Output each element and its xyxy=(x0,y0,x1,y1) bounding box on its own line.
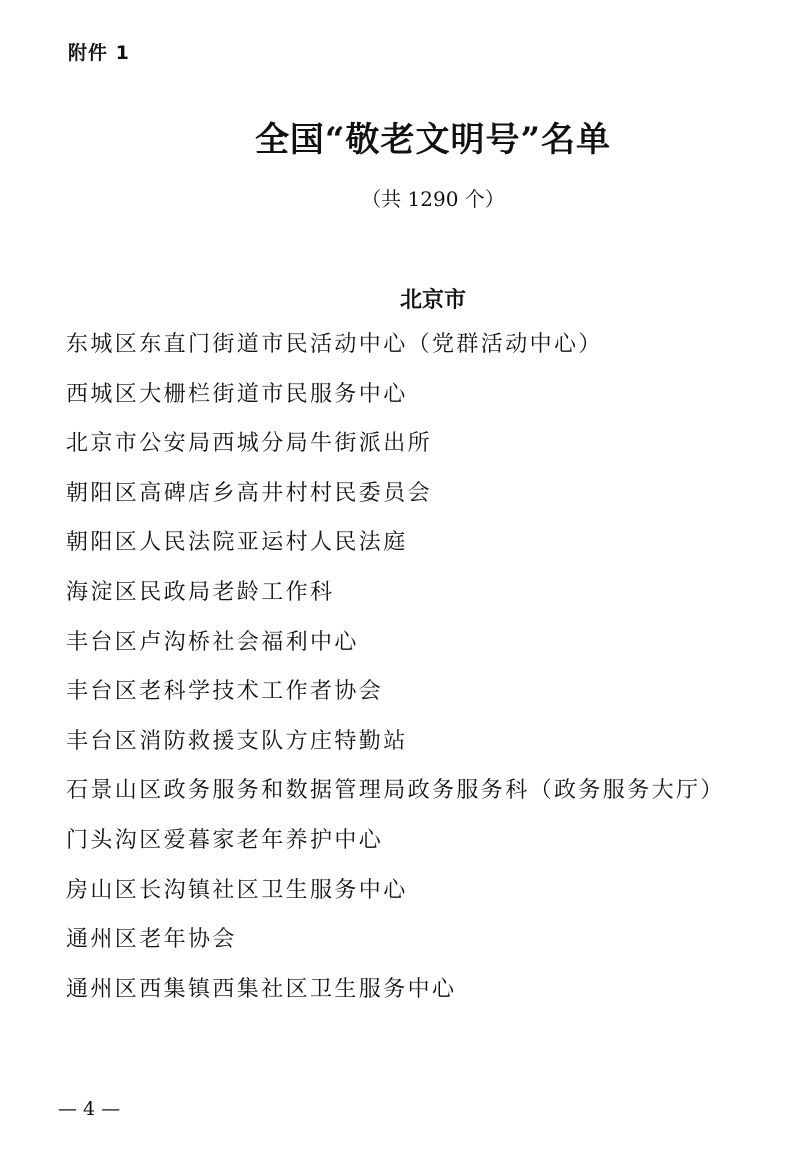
list-item: 东城区东直门街道市民活动中心（党群活动中心） xyxy=(66,332,603,357)
page-number: — 4 — xyxy=(58,1098,121,1120)
entry-list xyxy=(66,327,725,1021)
list-item: 通州区西集镇西集社区卫生服务中心 xyxy=(66,976,457,1002)
attachment-label: 附件 1 xyxy=(68,42,130,64)
list-item: 石景山区政务服务和数据管理局政务服务科（政务服务大厅） xyxy=(66,778,725,804)
list-item: 丰台区老科学技术工作者协会 xyxy=(66,679,384,705)
list-item: 朝阳区高碑店乡高井村村民委员会 xyxy=(66,480,433,506)
list-item: 房山区长沟镇社区卫生服务中心 xyxy=(66,877,408,903)
document-title: 全国“敬老文明号”名单 xyxy=(254,120,612,160)
list-item: 通州区老年协会 xyxy=(66,927,237,953)
list-item: 朝阳区人民法院亚运村人民法庭 xyxy=(66,530,408,556)
list-item: 海淀区民政局老龄工作科 xyxy=(66,579,335,605)
list-item: 门头沟区爱暮家老年养护中心 xyxy=(66,827,384,853)
region-heading: 北京市 xyxy=(399,288,466,313)
list-item: 丰台区消防救援支队方庄特勤站 xyxy=(66,728,408,754)
document-subtitle: （共 1290 个） xyxy=(361,187,505,211)
list-item: 丰台区卢沟桥社会福利中心 xyxy=(66,629,359,655)
list-item: 北京市公安局西城分局牛街派出所 xyxy=(66,431,433,457)
list-item: 西城区大栅栏街道市民服务中心 xyxy=(66,381,408,407)
